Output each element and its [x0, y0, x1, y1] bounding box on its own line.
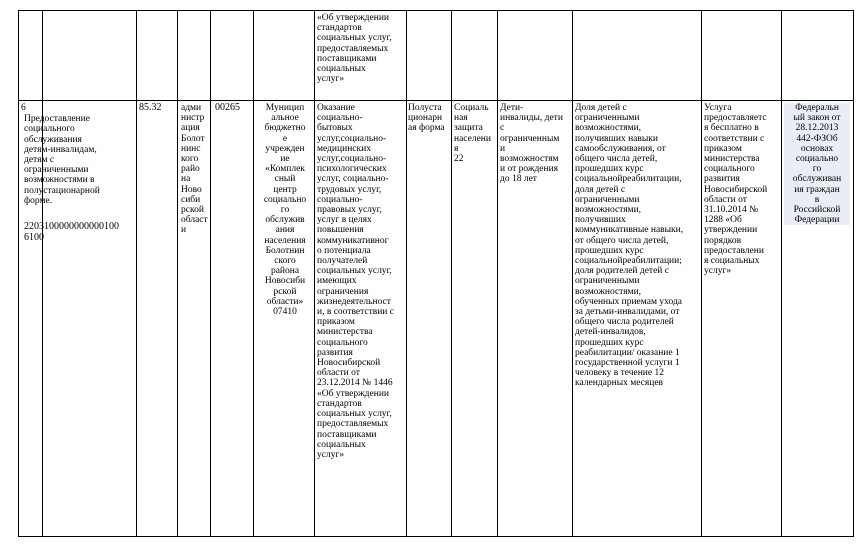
institution-name-cell: Муницип альное бюджетно е учрежден ие «Комплек сный центр социально го обслужив ания населения Болотнин ского района Новосиби рской области» 07410 — [263, 103, 307, 318]
column-border — [406, 10, 407, 537]
column-border — [497, 10, 498, 537]
row-number-cell: 6 — [21, 103, 26, 113]
administration-cell: адми нистр ация Болот нинс кого райо на Ново сиби рской области — [181, 103, 208, 236]
column-border — [572, 10, 573, 537]
okved-code-cell: 85.32 — [139, 103, 162, 113]
recipient-category-cell: Дети- инвалиды, дети с ограниченным и возможностям и от рождения до 18 лет — [500, 103, 563, 185]
column-border — [781, 10, 782, 537]
column-border — [177, 10, 178, 537]
column-border — [314, 10, 315, 537]
column-border — [451, 10, 452, 537]
legal-basis-cell: Федеральн ый закон от 28.12.2013 442-ФЗОб основах социально го обслуживан ия граждан в Российской Федерации — [784, 103, 850, 225]
column-border — [18, 10, 19, 537]
services-continuation-cell: «Об утверждении стандартов социальных услуг, предоставляемых поставщиками социальных услуг» — [317, 13, 392, 85]
column-border — [42, 10, 43, 537]
table-top-border — [18, 10, 854, 11]
column-border — [210, 10, 211, 537]
service-name-cell — [24, 104, 132, 253]
service-name-text: Предоставление социального обслуживания детям-инвалидам, детям с ограниченными возможностями в полустационарной форме. — [24, 114, 100, 206]
service-form-cell: Полуста ционарн ая форма — [408, 103, 445, 134]
column-border — [136, 10, 137, 537]
institution-code-cell: 00265 — [215, 103, 240, 113]
sector-cell: Социаль ная защита населени я 22 — [454, 103, 491, 165]
payment-terms-cell: Услуга предоставляетс я бесплатно в соответствии с приказом министерства социального развития Новосибирской области от 31.10.2014 № 1288 «Об утверждении порядков предоставлени я социальных услуг» — [704, 103, 768, 277]
services-cell: Оказание социально- бытовых услуг,социально- медицинских услуг,социально- психологических услуг, социально- трудовых услуг, социально- правовых услуг, услуг в целях повышения коммуникативног о потенциала получателей социальных услуг, имеющих ограничения жизнедеятельност и, в соответствии с приказом министерства социального развития Новосибирской области от 23.12.2014 № 1446 «Об утверждении стандартов социальных услуг, предоставляемых поставщиками социальных услуг» — [317, 103, 394, 460]
column-border — [253, 10, 254, 537]
column-border — [853, 10, 854, 537]
column-border — [701, 10, 702, 537]
row-separator — [18, 100, 854, 101]
quality-indicators-cell: Доля детей с ограниченными возможностями, получивших навыки самообслуживания, от общего числа детей, прошедших курс социальнойреабилитации, доля детей с ограниченными возможностями, получивших коммуникативные навыки, от общего числа детей, прошедших курс социальнойреабилитации; доля родителей детей с ограниченными возможностями, обученных приемам ухода за детьми-инвалидами, от общего числа родителей детей-инвалидов, прошедших курс реабилитации/ оказание 1 государственной услуги 1 человеку в течение 12 календарных месяцев — [575, 103, 684, 389]
table-bottom-border — [18, 536, 854, 537]
registry-code-text: 22031000000000001006100 — [24, 221, 119, 244]
